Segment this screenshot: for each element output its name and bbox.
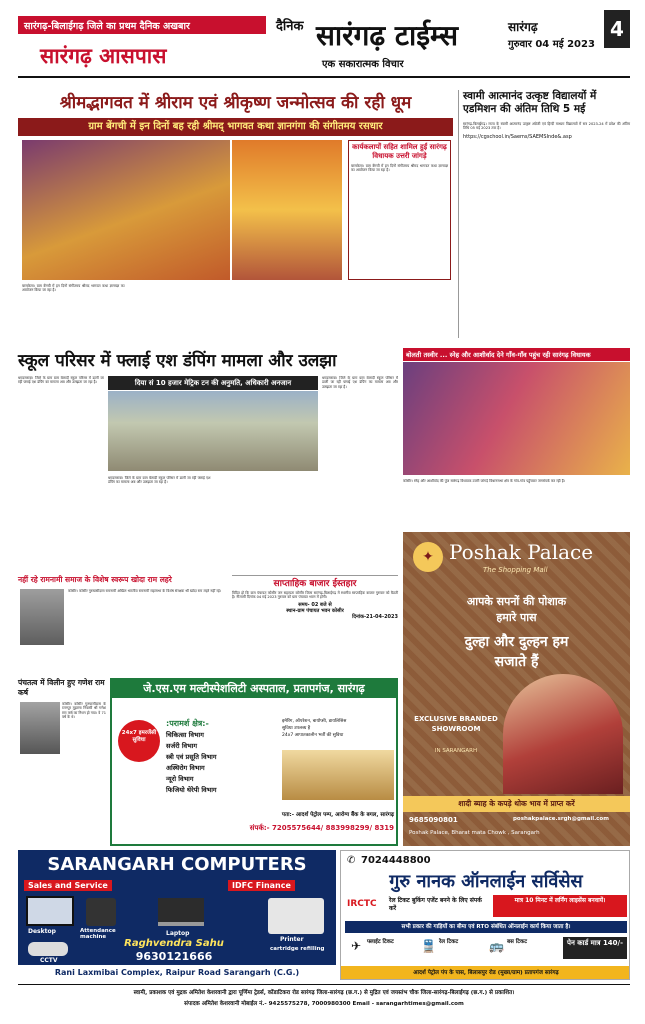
- obit-ganesh-photo: [20, 702, 60, 754]
- computers-label-cctv: CCTV: [40, 957, 58, 964]
- ash-body-left: धमदसरावा। जिले के ग्राम ग्राम बेलादी स्कूल परिसर में डाली जा रही फ्लाई एश डंपिंग का मामला अब और उलझता जा रहा है।: [18, 376, 104, 385]
- market-notice: [232, 575, 398, 675]
- lead-body: बरमकेला। ग्राम बेंगची में इन दिनों संगीतमय श्रीमद भागवत कथा ज्ञानयज्ञ का आयोजन किया जा रहा है।: [22, 284, 125, 293]
- computers-label-attendance: Attendance machine: [80, 928, 116, 940]
- market-place: स्थान-ग्राम पंचायत भवन कोसीर: [286, 607, 344, 614]
- hospital-dept: फिजियो थेरेपी विभाग: [166, 786, 217, 794]
- lead-story: [18, 82, 453, 344]
- market-date: दिनांक-21-04-2023: [352, 613, 398, 620]
- guru-phone[interactable]: 7024448800: [361, 855, 431, 866]
- poshak-line1: आपके सपनों की पोशाक: [466, 595, 567, 608]
- masthead-rule: [18, 76, 630, 78]
- guru-licence-box: मात्र 10 मिनट में लर्निंग लाइसेंस बनवायें।: [493, 895, 627, 917]
- computers-owner: Raghvendra Sahu: [124, 938, 224, 949]
- hospital-title: जे.एस.एम मल्टीस्पेशलिटी अस्पताल, प्रतापगंज, सारंगढ़: [112, 680, 396, 698]
- poshak-showroom: EXCLUSIVE BRANDED SHOWROOM: [414, 715, 498, 733]
- poshak-phone[interactable]: 9685090801: [409, 816, 458, 824]
- ash-headline: स्कूल परिसर में फ्लाई एश डंपिंग मामला और उलझा: [18, 351, 337, 371]
- poshak-footer: शादी ब्याह के कपड़े थोक भाव में प्राप्त करें: [403, 796, 630, 812]
- lead-inset-box: [348, 140, 451, 280]
- train-icon: 🚆: [421, 939, 436, 953]
- lead-photo-2: [232, 140, 342, 280]
- computers-left-tag: Sales and Service: [24, 880, 112, 891]
- poshak-line3: दुल्हा और दुल्हन हम: [464, 634, 569, 650]
- guru-ticket-flight: फ्लाईट टिकट: [367, 939, 394, 945]
- computers-label-laptop: Laptop: [166, 930, 190, 937]
- poshak-brand: Poshak Palace: [449, 540, 594, 564]
- hospital-dept-list: [166, 730, 278, 796]
- school-story: [458, 90, 630, 338]
- bus-icon: 🚌: [489, 939, 504, 953]
- blessing-caption: कोसीर। स्नेह और आशीर्वाद की पुंज सारंगढ़ विधायक उत्तरी जांगड़े विधानसभा क्षेत्र के गांव-गांव पहुँचकर जनसंपर्क कर रही हैं।: [403, 479, 565, 483]
- guru-pan-card: पेन कार्ड मात्र 140/-: [563, 937, 627, 959]
- computers-right-tag: IDFC Finance: [228, 880, 295, 891]
- hospital-dept: अस्थिरोग विभाग: [166, 764, 205, 772]
- poshak-model-photo: [503, 674, 623, 794]
- masthead-date: गुरुवार 04 मई 2023: [508, 39, 595, 50]
- computers-label-printer: Printer: [280, 936, 304, 943]
- obituary-ganesh: [18, 678, 106, 846]
- guru-address: आदर्श पेट्रोल पंप के पास, बिलासपुर रोड (मुख्य/ग्राम) प्रतापगंज सारंगढ़: [341, 966, 630, 980]
- hospital-dept: सर्जरी विभाग: [166, 742, 198, 750]
- poshak-address: Poshak Palace, Bharat mata Chowk , Sarangarh: [409, 830, 540, 836]
- imprint: [18, 984, 630, 1014]
- computers-title: SARANGARH COMPUTERS: [47, 854, 307, 875]
- hospital-facility: 24x7 आपातकालीन भर्ती की सुविधा: [282, 733, 344, 738]
- imprint-line1: स्वामी, प्रकाशक एवं मुद्रक अमितेश केशरवानी द्वारा पूर्णिमा ट्रेडर्स, कोंडाटिकरा रोड सारंगढ़ जिला-सारंगढ़ (छ.ग.) से मुद्रित एवं जयस्तंभ चौक जिला-सारंगढ़-बिलाईगढ़ (छ.ग.) से प्रकाशित।: [133, 990, 515, 996]
- hospital-facility: इमेरिंग, ऑपरेशन, बायोप्सी, डायलिसिस: [282, 719, 347, 724]
- paper-name: सारंगढ़ टाईम्स: [316, 19, 459, 52]
- hospital-ad: [110, 678, 398, 846]
- lead-inset-body: बरमकेला। ग्राम बेंगची में इन दिनों संगीतमय श्रीमद भागवत कथा ज्ञानयज्ञ का आयोजन किया जा रहा है।: [351, 164, 448, 173]
- lead-subhead: ग्राम बेंगची में इन दिनों बह रही श्रीमद् भागवत कथा ज्ञानगंगा की संगीतमय रसधार: [18, 118, 453, 136]
- school-body: सारंगढ़-बिलाईगढ़। राज्य के स्वामी आत्मानंद उत्कृष्ट अंग्रेजी एवं हिन्दी माध्यम विद्यालयों में सत्र 2023-24 में प्रवेश की अंतिम तिथि 05 मई 2023 तक है।: [463, 122, 630, 131]
- masthead-city: सारंगढ़: [508, 20, 538, 34]
- ash-photo: [108, 391, 318, 471]
- poshak-email[interactable]: poshakpalace.srgh@gmail.com: [513, 816, 609, 822]
- obit-ram-body: कोसीर। कोसीर गुरुघासीदास रामनामी अखिल भारतीय रामनामी महासभा के विशेष संरक्षक श्री खोदा राम लहरे नहीं रहे।: [68, 589, 222, 593]
- poshak-line2: हमारे पास: [496, 611, 537, 624]
- blessing-story: [403, 348, 630, 528]
- guru-ticket-rail: रेल टिकट: [439, 939, 459, 945]
- obituary-ram: [18, 575, 228, 675]
- masthead-tagline-bar: सारंगढ़-बिलाईगढ़ जिले का प्रथम दैनिक अखबार: [18, 16, 266, 34]
- poshak-ad: [403, 532, 630, 846]
- poshak-subtitle: The Shopping Mall: [483, 566, 548, 574]
- ash-body-bottom: धमदसरावा। जिले के ग्राम ग्राम बेलादी स्कूल परिसर में डाली जा रही फ्लाई एश डंपिंग का मामला अब और उलझता जा रहा है।: [108, 476, 211, 485]
- computers-address: Rani Laxmibai Complex, Raipur Road Sarangarh (C.G.): [18, 965, 336, 980]
- hospital-badge: 24x7 इमरजेंसी सुविधा: [118, 720, 160, 762]
- obit-ram-photo: [20, 589, 64, 645]
- obit-ganesh-headline: पंचतत्व में विलीन हुए गणेश राम कर्ष: [18, 678, 105, 697]
- guru-ticket-bus: बस टिकट: [507, 939, 527, 945]
- page-number: 4: [604, 10, 630, 48]
- computers-label-desktop: Desktop: [28, 928, 56, 935]
- guru-vehicle-line: सभी प्रकार की गाड़ियों का बीमा एवं RTO संबंधित ऑनलाईन कार्य किया जाता है।: [345, 921, 627, 933]
- hospital-dept: न्यूरो विभाग: [166, 775, 194, 783]
- imprint-line2: संपादक अमितेश केशरवानी मोबाईल नं.- 9425575278, 7000980300 Email - sarangarhtimes@gmail.com: [184, 1001, 464, 1007]
- school-url[interactable]: https://cgschool.in/Saems/SAEMSInde&.asp: [463, 133, 572, 140]
- lead-photo: [22, 140, 230, 280]
- ash-photo-caption: दिया सं 10 हजार मेट्रिक टन की अनुमति, अधिकारी अनजान: [108, 376, 318, 390]
- ash-body-right: धमदसरावा। जिले के ग्राम ग्राम बेलादी स्कूल परिसर में डाली जा रही फ्लाई एश डंपिंग का मामला अब और उलझता जा रहा है।: [322, 376, 398, 389]
- guru-irctc-text: रेल टिकट बुकिंग एजेंट बनने के लिए संपर्क करें: [389, 897, 482, 912]
- desktop-icon: [26, 896, 74, 926]
- guru-title: गुरु नानक ऑनलाईन सर्विसेस: [389, 871, 583, 892]
- school-headline: स्वामी आत्मानंद उत्कृष्ट विद्यालयों में एडमिशन की अंतिम तिथि 5 मई: [463, 90, 597, 115]
- section-title: सारंगढ़ आसपास: [40, 44, 167, 68]
- hospital-dept: चिकित्सा विभाग: [166, 731, 204, 739]
- flight-icon: ✈: [351, 939, 362, 953]
- hospital-consult-heading: :परामर्श क्षेत्र:-: [166, 719, 209, 728]
- laptop-icon: [158, 898, 204, 926]
- ash-story: [18, 348, 398, 573]
- market-title: साप्ताहिक बाजार ईस्तहार: [273, 579, 357, 589]
- lead-headline: श्रीमद्भागवत में श्रीराम एवं श्रीकृष्ण जन्मोत्सव की रही धूम: [59, 93, 412, 113]
- hospital-contact: संपर्क:- 7205575644/ 883998299/ 8319: [249, 824, 394, 832]
- paper-prefix: दैनिक: [276, 19, 304, 34]
- motto: एक सकारात्मक विचार: [322, 59, 404, 70]
- hospital-address: पता:- आदर्श पेट्रोल पम्प, आरोग्य बैंक के बगल, सारंगढ़: [281, 812, 394, 818]
- poshak-showroom-loc: IN SARANGARH: [434, 748, 478, 754]
- poshak-line4: सजाते हैं: [494, 654, 539, 670]
- computers-ad: [18, 850, 336, 980]
- printer-icon: [268, 898, 324, 934]
- lead-inset-title: कार्यकलापों सहित शामिल हुईं सारंगढ़ विधायक उत्तरी जांगड़े: [352, 143, 447, 160]
- obit-ram-headline: नहीं रहे रामनामी समाज के विशेष स्वरूप खोदा राम लहरे: [18, 575, 172, 584]
- blessing-headline: बोलती तस्वीर ... स्नेह और आशीर्वाद देने गाँव-गाँव पहुंच रही सारंगढ़ विधायक: [403, 348, 630, 361]
- blessing-photo: [403, 362, 630, 475]
- computers-label-cartridge: cartridge refilling: [270, 946, 325, 952]
- computers-phone[interactable]: 9630121666: [135, 950, 213, 963]
- cctv-icon: [28, 942, 68, 956]
- poshak-logo-icon: ✦: [413, 542, 443, 572]
- guru-ad: [340, 850, 630, 980]
- hospital-facility: सुविधा उपलब्ध है: [282, 726, 311, 731]
- hospital-dept: स्त्री एवं प्रसूति विभाग: [166, 753, 217, 761]
- phone-icon: ✆: [347, 855, 356, 866]
- irctc-logo: IRCTC: [347, 899, 377, 909]
- market-time: समय- 02 बजे से: [298, 601, 332, 608]
- attendance-machine-icon: [86, 898, 116, 926]
- obit-ganesh-body: कोसीर। कोसीर गुरुघासीदास के रतनपुर मुहल्ला निवासी श्री गणेश राम कर्ष का निधन हो गया। वे 71 वर्ष के थे।: [62, 702, 106, 720]
- hospital-facilities: [282, 718, 394, 739]
- market-body: विदित हो कि ग्राम पंचायत कोसीर जन सहायता कोसीर जिला सारंगढ़-बिलाईगढ़ में स्थानीय साप्ताहिक बाजार गुरुवार को बैठती है। नीलामी दिनांक 04 मई 2023 गुरुवार को ग्राम पंचायत भवन में होगी।: [232, 591, 398, 600]
- hospital-building-photo: [282, 750, 394, 800]
